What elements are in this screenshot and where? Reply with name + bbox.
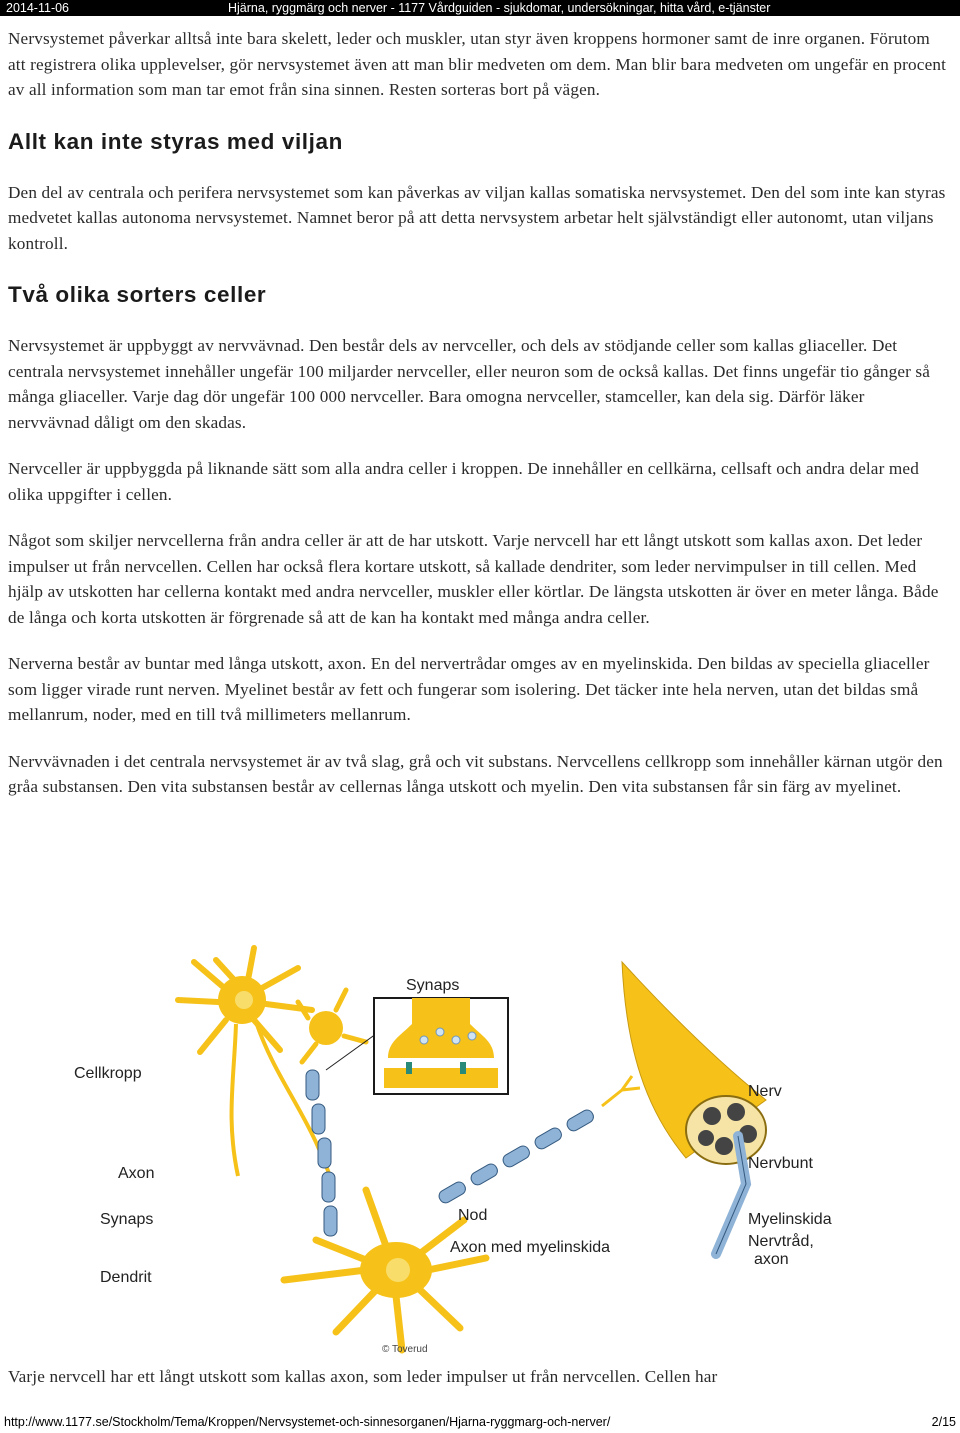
label-axon: Axon xyxy=(118,1165,155,1182)
synapse-detail xyxy=(326,998,508,1094)
label-synaps-left: Synaps xyxy=(100,1211,154,1228)
intro-paragraph: Nervsystemet påverkar alltså inte bara skelett, leder och muskler, utan styr även kroppens hormoner samt de inre organen. Förutom att registrera olika upplevelser, gör nervsystemet även att man blir medveten om dem. Man blir bara medveten om ungefär en procent av all information som man tar emot från sina sinnen. Resten sorteras bort på vägen. xyxy=(8,29,947,99)
paragraph: Den del av centrala och perifera nervsystemet som kan påverkas av viljan kallas somatiska nervsystemet. Den del som inte kan styras medvetet kallas autonoma nervsystemet. Namnet beror på att detta nervsystem arbetar helt självständigt eller autonomt, utan viljans kontroll. xyxy=(8,182,946,253)
neuron-illustration xyxy=(66,940,906,1358)
myelin-axon-vertical xyxy=(306,1070,337,1236)
upper-cell-body xyxy=(178,948,330,1176)
label-nerv: Nerv xyxy=(748,1083,782,1100)
label-myelinskida: Myelinskida xyxy=(748,1211,832,1228)
paragraph: Nerverna består av buntar med långa utskott, axon. En del nervertrådar omges av en myelinskida. Den bildas av speciella gliaceller som ligger virade runt nerven. Myelinet består av fett och fungerar som isolering. Det täcker inte hela nerven, utan det bildas små mellanrum, noder, med en till två millimeters mellanrum. xyxy=(8,654,930,724)
figure-credit: © Toverud xyxy=(382,1344,428,1355)
lower-cell-body xyxy=(284,1190,486,1350)
article-body xyxy=(8,26,950,800)
print-url: http://www.1177.se/Stockholm/Tema/Kroppen/Nervsystemet-och-sinnesorganen/Hjarna-ryggmarg-och-nerver/ xyxy=(4,1415,611,1429)
middle-cell-body xyxy=(298,990,366,1062)
section-heading-will: Allt kan inte styras med viljan xyxy=(8,128,343,154)
neuron-diagram xyxy=(66,940,906,1358)
label-axon-myelin: Axon med myelinskida xyxy=(450,1239,611,1256)
page-number: 2/15 xyxy=(931,1415,956,1429)
label-nod: Nod xyxy=(458,1207,488,1224)
section-heading-cells: Två olika sorters celler xyxy=(8,282,267,307)
label-cellkropp: Cellkropp xyxy=(74,1065,142,1082)
paragraph: Något som skiljer nervcellerna från andra celler är att de har utskott. Varje nervcell har ett långt utskott som kallas axon. Det leder impulser ut från nervcellen. Cellen har också flera kortare utskott, så kallade dendriter, som leder nervimpulser in till cellen. Med hjälp av utskotten har cellerna kontakt med andra nervceller, muskler eller körtlar. De längsta utskotten är över en meter långa. Både de långa och korta utskotten är förgrenade så att de kan ha kontakt med många andra celler. xyxy=(8,531,939,627)
label-nervtrad-axon: axon xyxy=(754,1251,789,1268)
paragraph: Nervvävnaden i det centrala nervsystemet är av två slag, grå och vit substans. Nervcellens cellkropp som innehåller kärnan utgör den gråa substansen. Den vita substansen består av cellernas långa utskott och myelin. Den vita substansen får sin färg av myelinet. xyxy=(8,751,943,796)
label-dendrit: Dendrit xyxy=(100,1269,152,1286)
print-title: Hjärna, ryggmärg och nerver - 1177 Vårdguiden - sjukdomar, undersökningar, hitta vård, e-tjänster xyxy=(228,1,771,15)
print-header xyxy=(0,0,960,16)
nerve-cone xyxy=(622,962,766,1254)
caption-paragraph: Varje nervcell har ett långt utskott som kallas axon, som leder impulser ut från nervcellen. Cellen har xyxy=(8,1367,718,1386)
paragraph: Nervsystemet är uppbyggt av nervvävnad. Den består dels av nervceller, och dels av stödjande celler som kallas gliaceller. Det centrala nervsystemet innehåller ungefär 100 miljarder nervceller, eller neuron som de också kallas. Det finns ungefär tio gånger så många gliaceller. Varje dag dör ungefär 100 000 nervceller. Bara omogna nervceller, stamceller, kan dela sig. Därför läker nervvävnad dåligt om den skadas. xyxy=(8,336,931,432)
label-nervbunt: Nervbunt xyxy=(748,1155,813,1172)
print-footer xyxy=(0,1412,960,1433)
paragraph: Nervceller är uppbyggda på liknande sätt som alla andra celler i kroppen. De innehåller en cellkärna, cellsaft och andra delar med olika uppgifter i cellen. xyxy=(8,459,919,504)
print-date: 2014-11-06 xyxy=(6,1,70,15)
label-nervtrad: Nervtråd, xyxy=(748,1233,814,1250)
label-synaps-top: Synaps xyxy=(406,977,460,994)
myelin-axon-diagonal xyxy=(437,1076,640,1205)
